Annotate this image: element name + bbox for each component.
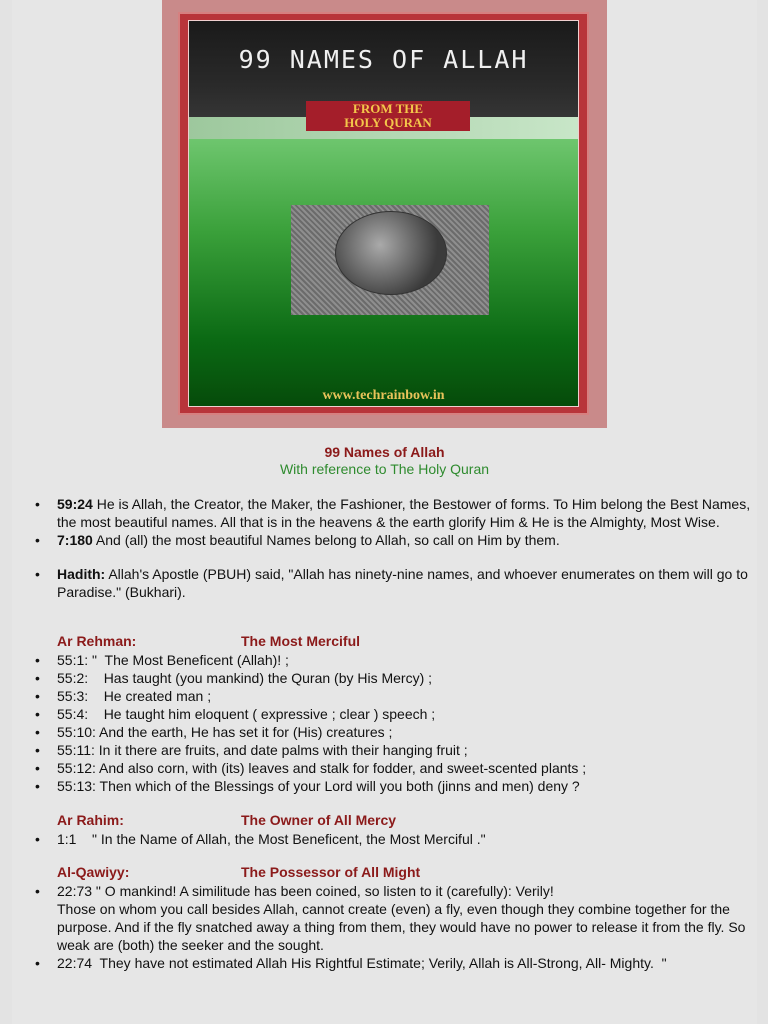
list-item <box>57 531 756 549</box>
list-item <box>57 495 756 531</box>
list-item: • 55:11: In it there are fruits, and date palms with their hanging fruit ; <box>57 741 756 759</box>
list-item <box>57 565 756 601</box>
list-item: • 55:12: And also corn, with (its) leaves and stalk for fodder, and sweet-scented plants ; <box>57 759 756 777</box>
verse-ref: 59:24 <box>57 496 93 512</box>
cover-url: www.techrainbow.in <box>322 388 445 403</box>
document-heading <box>12 444 757 478</box>
verse-text: Allah's Apostle (PBUH) said, "Allah has ninety-nine names, and whoever enumerates on them will go to Paradise." (Bukhari). <box>57 566 748 600</box>
section-name: Al-Qawiyy: <box>57 864 130 880</box>
cover-title: 99 NAMES OF ALLAH <box>238 45 529 74</box>
section-title-ar-rahim <box>57 812 396 828</box>
list-item: • 55:3: He created man ; <box>57 687 756 705</box>
verse-list-ar-rehman <box>57 651 756 795</box>
cover-border <box>178 12 589 415</box>
list-item: • 22:74 They have not estimated Allah His Rightful Estimate; Verily, Allah is All-Strong, All- Mighty. " <box>57 954 756 972</box>
calligraphy-emblem-icon <box>291 205 489 315</box>
list-item: • 55:4: He taught him eloquent ( expressive ; clear ) speech ; <box>57 705 756 723</box>
section-meaning: The Owner of All Mercy <box>241 812 397 828</box>
section-title-ar-rehman <box>57 633 360 649</box>
cover-badge <box>306 101 470 131</box>
list-item: • 55:1: " The Most Beneficent (Allah)! ; <box>57 651 756 669</box>
cover-frame <box>188 20 579 407</box>
document-title: 99 Names of Allah <box>324 444 445 460</box>
list-item: • 55:13: Then which of the Blessings of your Lord will you both (jinns and men) deny ? <box>57 777 756 795</box>
section-name: Ar Rahim: <box>57 812 124 828</box>
list-item: • 55:10: And the earth, He has set it for (His) creatures ; <box>57 723 756 741</box>
reference-list <box>57 495 756 601</box>
list-item: • 1:1 " In the Name of Allah, the Most Beneficent, the Most Merciful ." <box>57 830 756 848</box>
list-item: • 22:73 " O mankind! A similitude has been coined, so listen to it (carefully): Verily! Those on whom you call besides Allah, cannot create (even) a fly, even though they combine together for the purpose. And if the fly snatched away a thing from them, they would have no power to release it from the fly. So weak are (both) the seeker and the sought. <box>57 882 756 954</box>
document-subtitle: With reference to The Holy Quran <box>279 461 490 477</box>
cover-badge-line1: FROM THE <box>352 101 424 116</box>
emblem-orb <box>335 211 447 295</box>
list-item: • 55:2: Has taught (you mankind) the Quran (by His Mercy) ; <box>57 669 756 687</box>
verse-list-al-qawiyy <box>57 882 756 972</box>
cover-badge-line2: HOLY QURAN <box>344 115 432 130</box>
section-name: Ar Rehman: <box>57 633 137 649</box>
section-title-al-qawiyy <box>57 864 420 880</box>
verse-text: And (all) the most beautiful Names belong to Allah, so call on Him by them. <box>92 532 560 548</box>
cover-image <box>162 0 607 428</box>
verse-text: He is Allah, the Creator, the Maker, the Fashioner, the Bestower of forms. To Him belong the Best Names, the most beautiful names. All that is in the heavens & the earth glorify Him & He is the Almighty, Most Wise. <box>57 496 751 530</box>
verse-ref: Hadith: <box>57 566 106 582</box>
verse-ref: 7:180 <box>57 532 93 548</box>
section-meaning: The Most Merciful <box>241 633 361 649</box>
verse-list-ar-rahim <box>57 830 756 848</box>
section-meaning: The Possessor of All Might <box>241 864 421 880</box>
